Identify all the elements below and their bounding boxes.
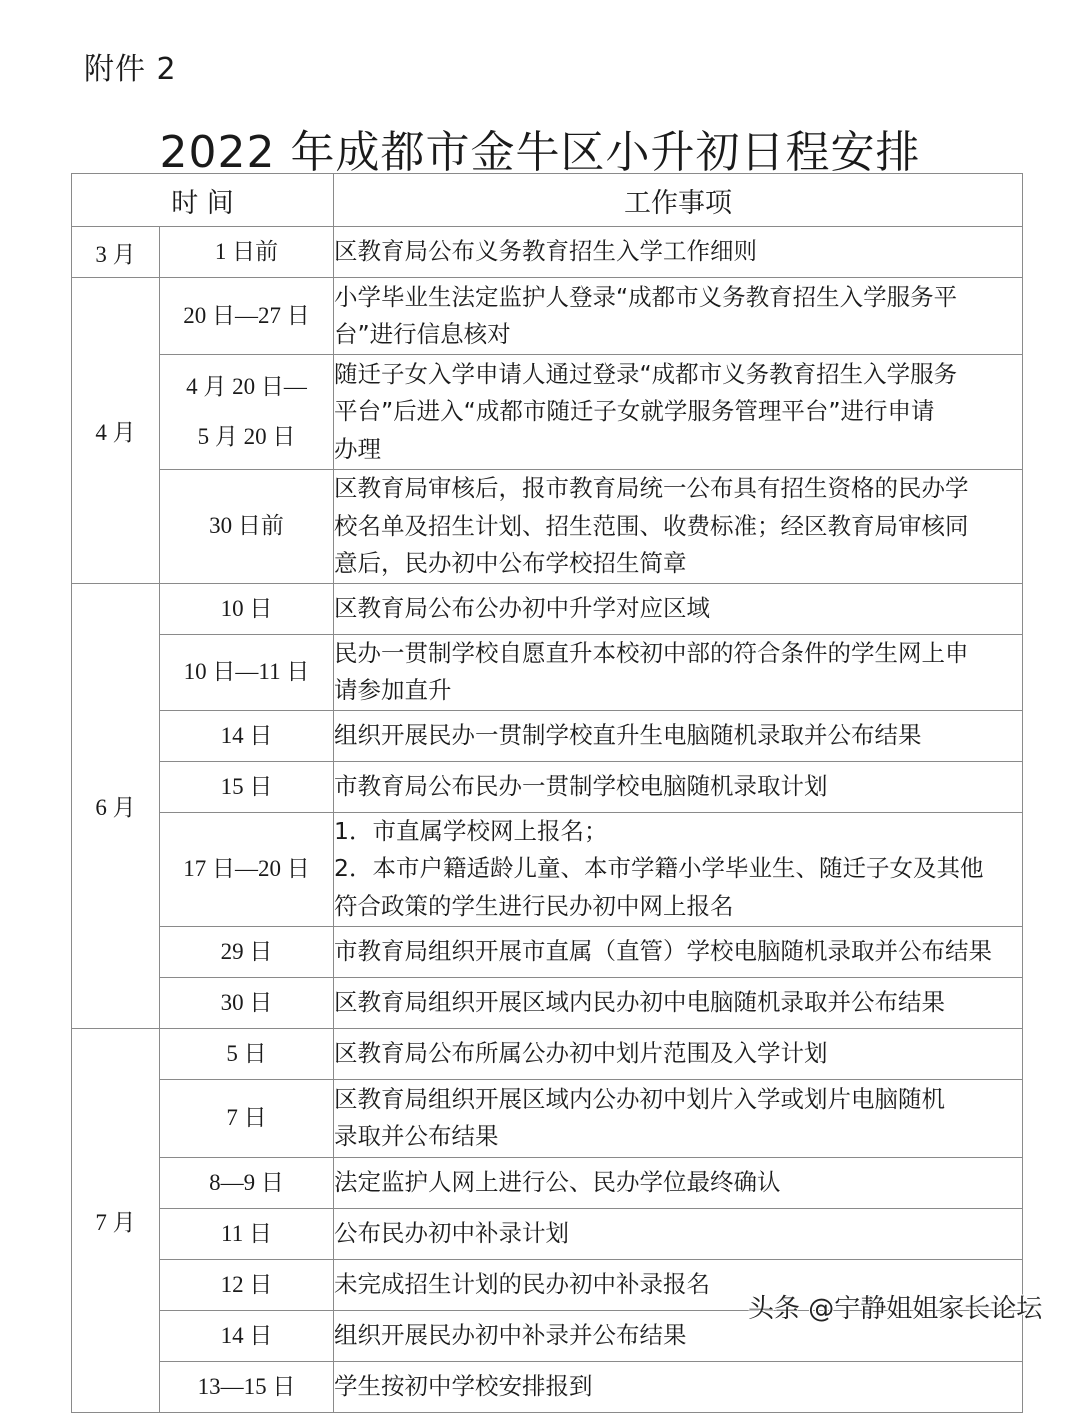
task-line: 台”进行信息核对	[334, 320, 511, 348]
attachment-label: 附件 2	[84, 52, 177, 87]
task-line: 区教育局公布所属公办初中划片范围及入学计划	[334, 1038, 828, 1067]
table-row	[72, 710, 1023, 761]
table-row	[72, 227, 1023, 278]
task-line: 区教育局组织开展区域内公办初中划片入学或划片电脑随机	[334, 1084, 945, 1113]
date-cell	[160, 761, 334, 812]
task-cell	[334, 1208, 1023, 1259]
table-row	[72, 1208, 1023, 1259]
date-line: 4 月 20 日—	[186, 374, 307, 399]
date-line: 13—15 日	[197, 1373, 296, 1399]
date-cell	[160, 1361, 334, 1412]
date-line: 10 日	[220, 595, 273, 621]
task-line: 组织开展民办初中补录并公布结果	[334, 1320, 687, 1349]
table-row	[72, 1157, 1023, 1208]
table-row	[72, 278, 1023, 355]
task-cell	[334, 710, 1023, 761]
task-line: 平台”后进入“成都市随迁子女就学服务管理平台”进行申请	[334, 397, 935, 426]
task-cell	[334, 278, 1023, 355]
table-row	[72, 634, 1023, 710]
table-row	[72, 1028, 1023, 1079]
table-row	[72, 1361, 1023, 1412]
date-cell	[160, 1208, 334, 1259]
page-title: 2022 年成都市金牛区小升初日程安排	[159, 127, 921, 178]
task-line: 区教育局公布义务教育招生入学工作细则	[334, 237, 757, 266]
date-cell	[160, 1259, 334, 1310]
task-cell	[334, 583, 1023, 634]
task-cell	[334, 1028, 1023, 1079]
month-cell: 6 月	[72, 583, 160, 1028]
task-cell	[334, 227, 1023, 278]
header-time: 时 间	[72, 174, 334, 227]
date-line: 30 日	[220, 989, 273, 1015]
date-cell	[160, 634, 334, 710]
date-line: 5 日	[226, 1040, 267, 1066]
task-line: 市教育局组织开展市直属（直管）学校电脑随机录取并公布结果	[334, 936, 992, 965]
month-cell: 7 月	[72, 1028, 160, 1412]
date-cell	[160, 1028, 334, 1079]
date-line: 12 日	[220, 1271, 273, 1297]
date-line: 20 日—27 日	[183, 303, 310, 328]
date-line: 11 日	[221, 1220, 272, 1246]
task-line: 校名单及招生计划、招生范围、收费标准；经区教育局审核同	[334, 511, 969, 540]
date-line: 7 日	[226, 1105, 267, 1130]
task-cell	[334, 977, 1023, 1028]
task-line: 区教育局审核后，报市教育局统一公布具有招生资格的民办学	[334, 474, 969, 502]
task-line: 区教育局公布公办初中升学对应区域	[334, 593, 710, 622]
date-cell	[160, 812, 334, 926]
task-cell	[334, 761, 1023, 812]
task-line: 组织开展民办一贯制学校直升生电脑随机录取并公布结果	[334, 720, 922, 749]
month-cell: 3 月	[72, 227, 160, 278]
date-cell	[160, 470, 334, 584]
table-row	[72, 470, 1023, 584]
table-row	[72, 355, 1023, 470]
date-cell	[160, 355, 334, 470]
date-line: 17 日—20 日	[183, 856, 310, 881]
date-line: 8—9 日	[209, 1169, 284, 1195]
task-cell	[334, 355, 1023, 470]
date-cell	[160, 278, 334, 355]
task-line: 符合政策的学生进行民办初中网上报名	[334, 891, 734, 920]
date-cell	[160, 1157, 334, 1208]
date-line: 5 月 20 日	[197, 424, 296, 449]
task-line: 1．市直属学校网上报名；	[334, 816, 608, 845]
task-line: 公布民办初中补录计划	[334, 1218, 569, 1247]
table-row	[72, 761, 1023, 812]
month-cell: 4 月	[72, 278, 160, 584]
header-task: 工作事项	[334, 174, 1023, 227]
table-header-row	[72, 174, 1023, 227]
date-cell	[160, 227, 334, 278]
schedule-table	[71, 173, 1023, 1413]
date-line: 14 日	[220, 722, 273, 748]
date-cell	[160, 710, 334, 761]
table-row	[72, 977, 1023, 1028]
task-line: 区教育局组织开展区域内民办初中电脑随机录取并公布结果	[334, 987, 945, 1016]
task-line: 市教育局公布民办一贯制学校电脑随机录取计划	[334, 771, 828, 800]
task-line: 法定监护人网上进行公、民办学位最终确认	[334, 1167, 781, 1196]
table-row	[72, 1079, 1023, 1157]
table-row	[72, 926, 1023, 977]
date-cell	[160, 1310, 334, 1361]
date-line: 10 日—11 日	[183, 659, 310, 684]
date-cell	[160, 583, 334, 634]
task-line: 未完成招生计划的民办初中补录报名	[334, 1269, 710, 1298]
task-cell	[334, 470, 1023, 584]
date-line: 1 日前	[214, 239, 279, 264]
date-line: 15 日	[220, 773, 273, 799]
task-cell	[334, 926, 1023, 977]
date-line: 29 日	[220, 938, 273, 964]
task-line: 意后，民办初中公布学校招生简章	[334, 549, 687, 577]
task-cell	[334, 1157, 1023, 1208]
table-row	[72, 812, 1023, 926]
task-cell	[334, 1361, 1023, 1412]
task-line: 2．本市户籍适龄儿童、本市学籍小学毕业生、随迁子女及其他	[334, 854, 984, 883]
task-line: 随迁子女入学申请人通过登录“成都市义务教育招生入学服务	[334, 359, 958, 388]
date-line: 30 日前	[209, 513, 284, 539]
date-cell	[160, 926, 334, 977]
date-cell	[160, 977, 334, 1028]
watermark: 头条 @宁静姐姐家长论坛	[748, 1294, 1043, 1324]
date-line: 14 日	[220, 1322, 273, 1348]
task-cell	[334, 1079, 1023, 1157]
task-cell	[334, 634, 1023, 710]
task-line: 录取并公布结果	[334, 1122, 499, 1150]
schedule-body	[72, 227, 1023, 1413]
date-cell	[160, 1079, 334, 1157]
task-line: 办理	[334, 434, 381, 463]
task-line: 民办一贯制学校自愿直升本校初中部的符合条件的学生网上申	[334, 638, 969, 667]
table-row	[72, 583, 1023, 634]
task-line: 学生按初中学校安排报到	[334, 1371, 593, 1400]
task-cell	[334, 812, 1023, 926]
task-line: 小学毕业生法定监护人登录“成都市义务教育招生入学服务平	[334, 282, 958, 311]
task-line: 请参加直升	[334, 676, 452, 704]
